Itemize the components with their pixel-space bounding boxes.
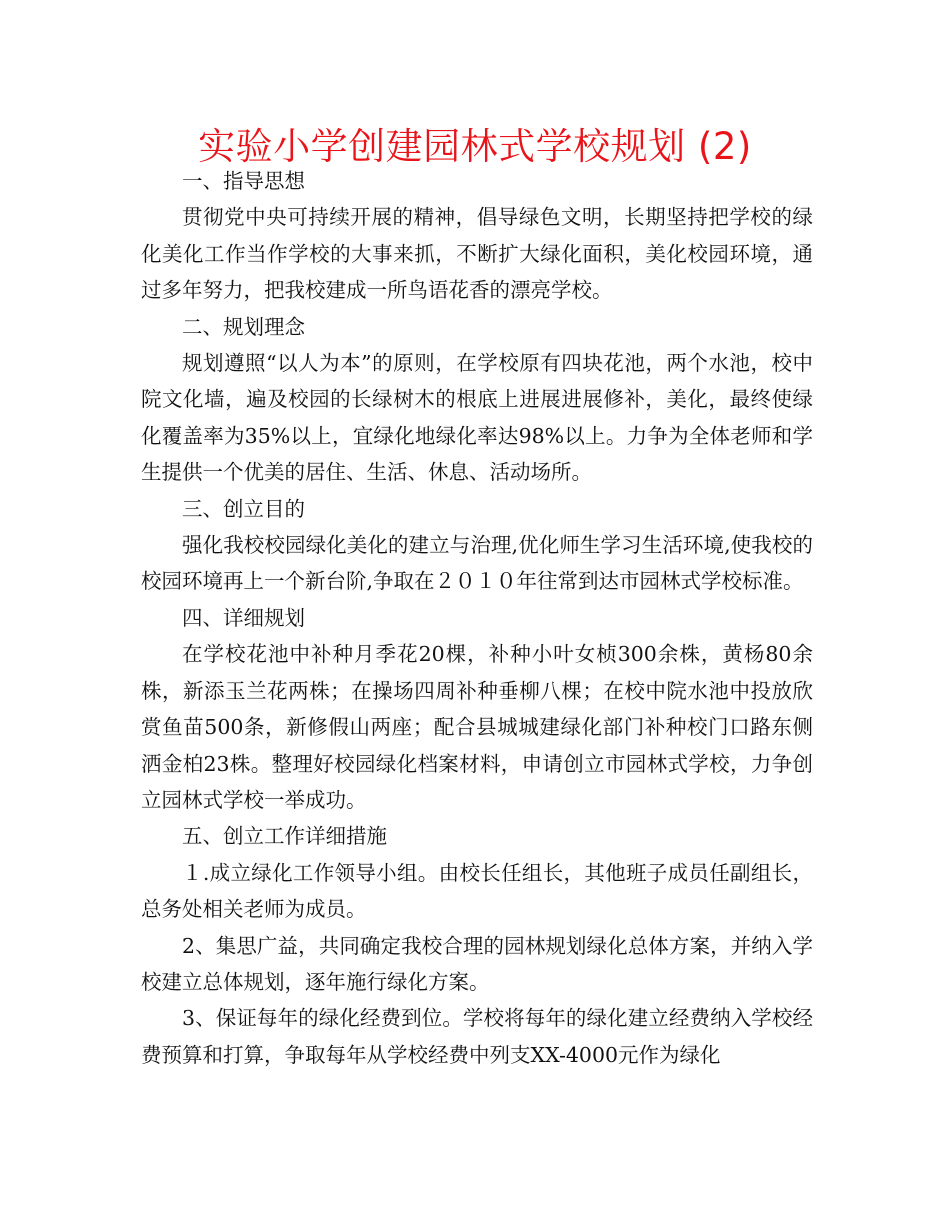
paragraph-guiding-ideology: 贯彻党中央可持续开展的精神，倡导绿色文明，长期坚持把学校的绿化美化工作当作学校的大事来抓，不断扩大绿化面积，美化校园环境，通过多年努力，把我校建成一所鸟语花香的漂亮学校。 <box>141 205 813 303</box>
document-title: 实验小学创建园林式学校规划 (2) <box>198 125 752 168</box>
paragraph-measure-1: １.成立绿化工作领导小组。由校长任组长，其他班子成员任副组长，总务处相关老师为成员。 <box>141 860 813 922</box>
section-heading-guiding-ideology: 一、指导思想 <box>182 169 305 193</box>
section-heading-measures: 五、创立工作详细措施 <box>182 824 387 849</box>
section-heading-goals: 三、创立目的 <box>182 496 305 521</box>
section-heading-planning-concept: 二、规划理念 <box>182 314 305 339</box>
paragraph-goals: 强化我校校园绿化美化的建立与治理,优化师生学习生活环境,使我校的校园环境再上一个新台阶,争取在２０１０年往常到达市园林式学校标准。 <box>141 533 813 594</box>
paragraph-planning-concept: 规划遵照“以人为本”的原则，在学校原有四块花池，两个水池，校中院文化墙，遍及校园的长绿树木的根底上进展进展修补，美化，最终使绿化覆盖率为35%以上，宜绿化地绿化率达98%以上。力争为全体老师和学生提供一个优美的居住、生活、休息、活动场所。 <box>141 351 813 485</box>
paragraph-measure-2: 2、集思广益，共同确定我校合理的园林规划绿化总体方案，并纳入学校建立总体规划，逐年施行绿化方案。 <box>141 933 813 994</box>
section-heading-detailed-plan: 四、详细规划 <box>182 605 305 630</box>
paragraph-measure-3: 3、保证每年的绿化经费到位。学校将每年的绿化建立经费纳入学校经费预算和打算，争取每年从学校经费中列支XX-4000元作为绿化 <box>141 1006 813 1067</box>
paragraph-detailed-plan: 在学校花池中补种月季花20棵，补种小叶女桢300余株，黄杨80余株，新添玉兰花两株；在操场四周补种垂柳八棵；在校中院水池中投放欣赏鱼苗500条，新修假山两座；配合县城城建绿化部门补种校门口路东侧洒金柏23株。整理好校园绿化档案材料，申请创立市园林式学校，力争创立园林式学校一举成功。 <box>141 642 813 812</box>
document-body <box>141 163 813 1073</box>
